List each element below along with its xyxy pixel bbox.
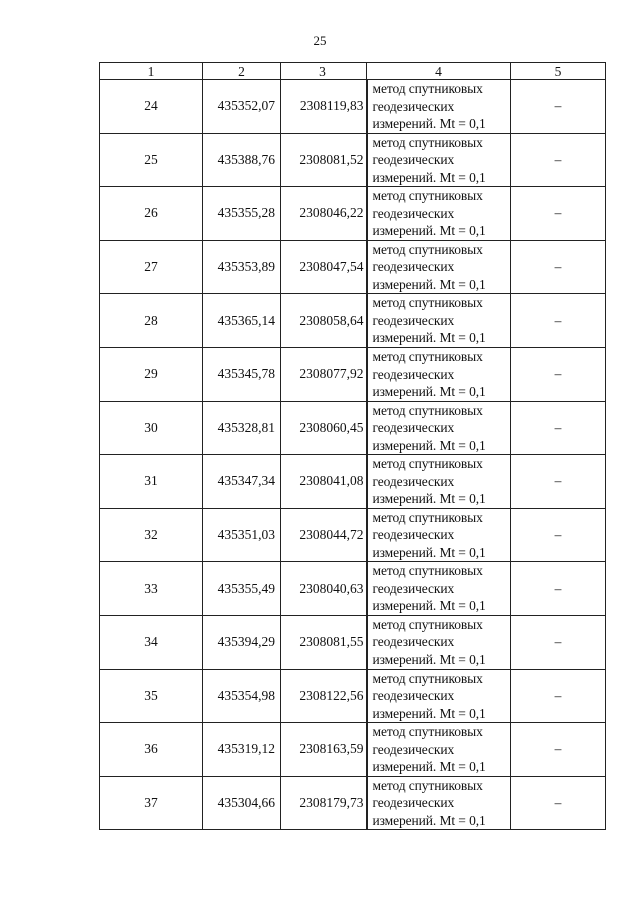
note-cell: – — [511, 240, 606, 294]
x-coordinate-cell: 435319,12 — [203, 723, 281, 777]
y-coordinate-cell: 2308047,54 — [281, 240, 367, 294]
table-row — [100, 401, 606, 455]
x-coordinate-cell: 435394,29 — [203, 615, 281, 669]
method-line: метод спутниковых — [372, 241, 483, 257]
method-line: измерений. Mt = 0,1 — [372, 812, 486, 828]
table-row — [100, 723, 606, 777]
table-row — [100, 187, 606, 241]
method-cell — [367, 508, 511, 562]
note-cell: – — [511, 347, 606, 401]
column-header-3: 3 — [281, 63, 367, 80]
y-coordinate-cell: 2308060,45 — [281, 401, 367, 455]
method-line: метод спутниковых — [372, 295, 483, 311]
method-line: геодезических — [372, 580, 455, 596]
method-cell — [367, 776, 511, 830]
method-line: измерений. Mt = 0,1 — [372, 759, 486, 775]
table-row — [100, 615, 606, 669]
point-number-cell: 26 — [100, 187, 203, 241]
method-line: геодезических — [372, 688, 455, 704]
table-row — [100, 80, 606, 134]
table-header-row — [100, 63, 606, 80]
note-cell: – — [511, 80, 606, 134]
x-coordinate-cell: 435388,76 — [203, 133, 281, 187]
method-line: геодезических — [372, 527, 455, 543]
note-cell: – — [511, 669, 606, 723]
method-cell — [367, 240, 511, 294]
method-line: метод спутниковых — [372, 349, 483, 365]
method-line: геодезических — [372, 634, 455, 650]
note-cell: – — [511, 294, 606, 348]
point-number-cell: 33 — [100, 562, 203, 616]
method-line: измерений. Mt = 0,1 — [372, 384, 486, 400]
x-coordinate-cell: 435304,66 — [203, 776, 281, 830]
method-line: метод спутниковых — [372, 563, 483, 579]
table-row — [100, 776, 606, 830]
point-number-cell: 37 — [100, 776, 203, 830]
point-number-cell: 24 — [100, 80, 203, 134]
method-line: метод спутниковых — [372, 456, 483, 472]
method-line: измерений. Mt = 0,1 — [372, 276, 486, 292]
x-coordinate-cell: 435355,49 — [203, 562, 281, 616]
method-line: геодезических — [372, 205, 455, 221]
method-line: измерений. Mt = 0,1 — [372, 116, 486, 132]
table-row — [100, 294, 606, 348]
column-header-5: 5 — [511, 63, 606, 80]
table-row — [100, 669, 606, 723]
method-line: метод спутниковых — [372, 777, 483, 793]
method-line: геодезических — [372, 312, 455, 328]
x-coordinate-cell: 435355,28 — [203, 187, 281, 241]
x-coordinate-cell: 435351,03 — [203, 508, 281, 562]
method-line: геодезических — [372, 473, 455, 489]
column-header-2: 2 — [203, 63, 281, 80]
y-coordinate-cell: 2308179,73 — [281, 776, 367, 830]
y-coordinate-cell: 2308122,56 — [281, 669, 367, 723]
method-line: геодезических — [372, 741, 455, 757]
method-line: измерений. Mt = 0,1 — [372, 491, 486, 507]
note-cell: – — [511, 615, 606, 669]
method-cell — [367, 133, 511, 187]
method-line: геодезических — [372, 795, 455, 811]
y-coordinate-cell: 2308040,63 — [281, 562, 367, 616]
method-cell — [367, 723, 511, 777]
table-row — [100, 133, 606, 187]
method-line: геодезических — [372, 366, 455, 382]
column-header-1: 1 — [100, 63, 203, 80]
x-coordinate-cell: 435365,14 — [203, 294, 281, 348]
point-number-cell: 30 — [100, 401, 203, 455]
method-line: геодезических — [372, 259, 455, 275]
y-coordinate-cell: 2308081,52 — [281, 133, 367, 187]
method-line: метод спутниковых — [372, 188, 483, 204]
table-row — [100, 347, 606, 401]
x-coordinate-cell: 435353,89 — [203, 240, 281, 294]
y-coordinate-cell: 2308119,83 — [281, 80, 367, 134]
y-coordinate-cell: 2308058,64 — [281, 294, 367, 348]
point-number-cell: 28 — [100, 294, 203, 348]
table-row — [100, 455, 606, 509]
y-coordinate-cell: 2308077,92 — [281, 347, 367, 401]
point-number-cell: 27 — [100, 240, 203, 294]
method-line: измерений. Mt = 0,1 — [372, 437, 486, 453]
y-coordinate-cell: 2308046,22 — [281, 187, 367, 241]
note-cell: – — [511, 133, 606, 187]
note-cell: – — [511, 776, 606, 830]
method-line: измерений. Mt = 0,1 — [372, 330, 486, 346]
x-coordinate-cell: 435345,78 — [203, 347, 281, 401]
method-line: измерений. Mt = 0,1 — [372, 223, 486, 239]
method-line: метод спутниковых — [372, 616, 483, 632]
method-line: метод спутниковых — [372, 134, 483, 150]
method-line: метод спутниковых — [372, 724, 483, 740]
method-cell — [367, 347, 511, 401]
point-number-cell: 31 — [100, 455, 203, 509]
method-line: измерений. Mt = 0,1 — [372, 598, 486, 614]
method-cell — [367, 80, 511, 134]
point-number-cell: 35 — [100, 669, 203, 723]
method-cell — [367, 187, 511, 241]
x-coordinate-cell: 435347,34 — [203, 455, 281, 509]
note-cell: – — [511, 508, 606, 562]
method-line: геодезических — [372, 420, 455, 436]
note-cell: – — [511, 187, 606, 241]
method-line: измерений. Mt = 0,1 — [372, 705, 486, 721]
column-header-4: 4 — [367, 63, 511, 80]
method-cell — [367, 401, 511, 455]
y-coordinate-cell: 2308044,72 — [281, 508, 367, 562]
method-cell — [367, 562, 511, 616]
method-line: измерений. Mt = 0,1 — [372, 651, 486, 667]
point-number-cell: 29 — [100, 347, 203, 401]
method-line: измерений. Mt = 0,1 — [372, 544, 486, 560]
table-row — [100, 240, 606, 294]
method-cell — [367, 294, 511, 348]
method-line: геодезических — [372, 152, 455, 168]
y-coordinate-cell: 2308041,08 — [281, 455, 367, 509]
method-cell — [367, 455, 511, 509]
point-number-cell: 34 — [100, 615, 203, 669]
point-number-cell: 32 — [100, 508, 203, 562]
method-line: измерений. Mt = 0,1 — [372, 169, 486, 185]
x-coordinate-cell: 435354,98 — [203, 669, 281, 723]
y-coordinate-cell: 2308163,59 — [281, 723, 367, 777]
x-coordinate-cell: 435352,07 — [203, 80, 281, 134]
page-number: 25 — [313, 33, 327, 48]
method-cell — [367, 669, 511, 723]
method-cell — [367, 615, 511, 669]
table-row — [100, 562, 606, 616]
method-line: метод спутниковых — [372, 670, 483, 686]
coordinates-table — [99, 62, 606, 830]
point-number-cell: 25 — [100, 133, 203, 187]
y-coordinate-cell: 2308081,55 — [281, 615, 367, 669]
method-line: метод спутниковых — [372, 402, 483, 418]
method-line: геодезических — [372, 98, 455, 114]
method-line: метод спутниковых — [372, 81, 483, 97]
note-cell: – — [511, 562, 606, 616]
point-number-cell: 36 — [100, 723, 203, 777]
note-cell: – — [511, 723, 606, 777]
note-cell: – — [511, 455, 606, 509]
x-coordinate-cell: 435328,81 — [203, 401, 281, 455]
table-row — [100, 508, 606, 562]
method-line: метод спутниковых — [372, 509, 483, 525]
note-cell: – — [511, 401, 606, 455]
